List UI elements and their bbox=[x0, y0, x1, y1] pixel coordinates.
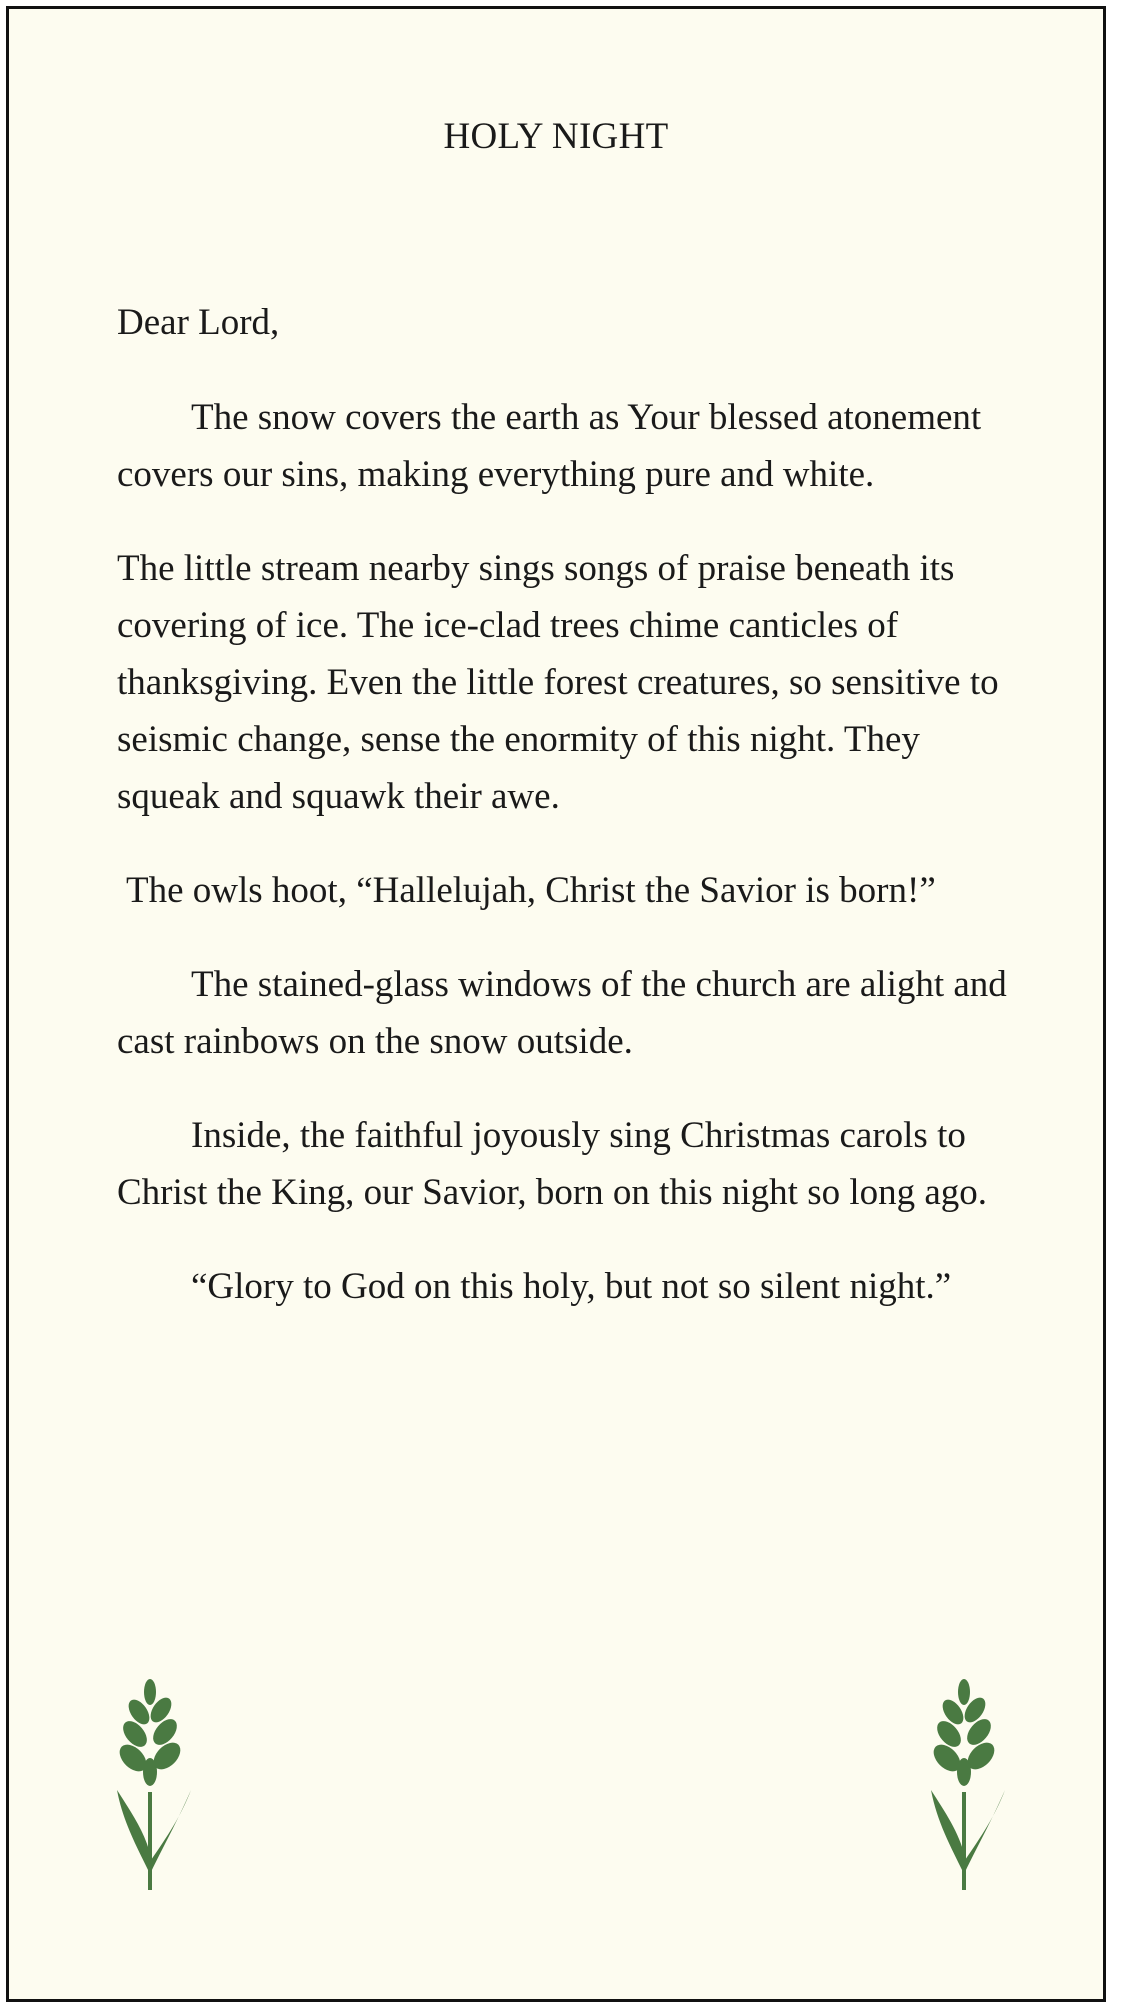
paragraph-snow: The snow covers the earth as Your blessed atonement covers our sins, making everything pure and white. bbox=[117, 397, 982, 495]
paragraph-faithful: Inside, the faithful joyously sing Christmas carols to Christ the King, our Savior, born on this night so long ago. bbox=[117, 1115, 988, 1213]
paragraph-glory: “Glory to God on this holy, but not so silent night.” bbox=[191, 1266, 952, 1307]
page-title: HOLY NIGHT bbox=[443, 116, 669, 157]
paragraph-stream: The little stream nearby sings songs of praise beneath its covering of ice. The ice-clad trees chime canticles of thanksgiving. Even the little forest creatures, so sensitive to seismic change, sense the enormity of this night. They squeak and squawk their awe. bbox=[117, 548, 999, 817]
wheat-sprig-icon bbox=[929, 1672, 1009, 1890]
paragraph-windows: The stained-glass windows of the church are alight and cast rainbows on the snow outside. bbox=[117, 964, 1007, 1062]
paragraph-owls: The owls hoot, “Hallelujah, Christ the Savior is born!” bbox=[126, 870, 936, 911]
poem-page bbox=[6, 6, 1106, 2002]
salutation: Dear Lord, bbox=[117, 302, 280, 343]
wheat-sprig-icon bbox=[115, 1672, 195, 1890]
poem-body bbox=[117, 294, 1017, 1352]
